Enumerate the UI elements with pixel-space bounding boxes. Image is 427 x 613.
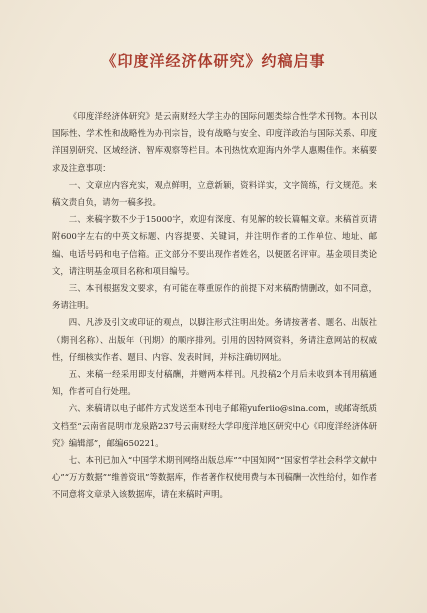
paragraph-item-6: 六、来稿请以电子邮件方式发送至本刊电子邮箱yuferiio@sina.com，或邮寄纸质文档至“云南省昆明市龙泉路237号云南财经大学印度洋地区研究中心《印度洋经济体研究》编辑部”，邮编650221。 — [52, 403, 377, 448]
paragraph-item-3: 三、本刊根据发文要求，有可能在尊重原作的前提下对来稿酌情删改，如不同意，务请注明。 — [52, 283, 377, 311]
paragraph-item-7: 七、本刊已加入“中国学术期刊网络出版总库”“中国知网”“国家哲学社会科学文献中心”“万方数据”“维普资讯”等数据库，作者著作权使用费与本刊稿酬一次性给付，如作者不同意将文章录入该数据库，请在来稿时声明。 — [52, 455, 377, 500]
paragraph-item-2: 二、来稿字数不少于15000字，欢迎有深度、有见解的较长篇幅文章。来稿首页请附600字左右的中英文标题、内容提要、关键词，并注明作者的工作单位、地址、邮编、电话号码和电子信箱。正文部分不要出现作者姓名，以便匿名评审。基金项目类论文，请注明基金项目名称和项目编号。 — [52, 214, 377, 276]
paragraph-item-4: 四、凡涉及引文或印证的观点，以脚注形式注明出处。务请按著者、题名、出版社（期刊名称）、出版年（刊期）的顺序排列。引用的因特网资料，务请注意网站的权威性，仔细核实作者、题目、内容、发表时间，并标注确切网址。 — [52, 317, 377, 362]
paragraph-intro: 《印度洋经济体研究》是云南财经大学主办的国际问题类综合性学术刊物。本刊以国际性、学术性和战略性为办刊宗旨，设有战略与安全、印度洋政治与国际关系、印度洋国别研究、区域经济、智库观察等栏目。本刊热忱欢迎海内外学人惠赐佳作。来稿要求及注意事项： — [52, 111, 377, 173]
paragraph-item-5: 五、来稿一经采用即支付稿酬，并赠两本样刊。凡投稿2个月后未收到本刊用稿通知，作者可自行处理。 — [52, 369, 377, 397]
notice-body — [52, 108, 377, 504]
paragraph-item-1: 一、文章应内容充实，观点鲜明，立意新颖，资料详实，文字简练，行文规范。来稿文责自负，请勿一稿多投。 — [52, 179, 377, 208]
page-title: 《印度洋经济体研究》约稿启事 — [101, 52, 326, 70]
